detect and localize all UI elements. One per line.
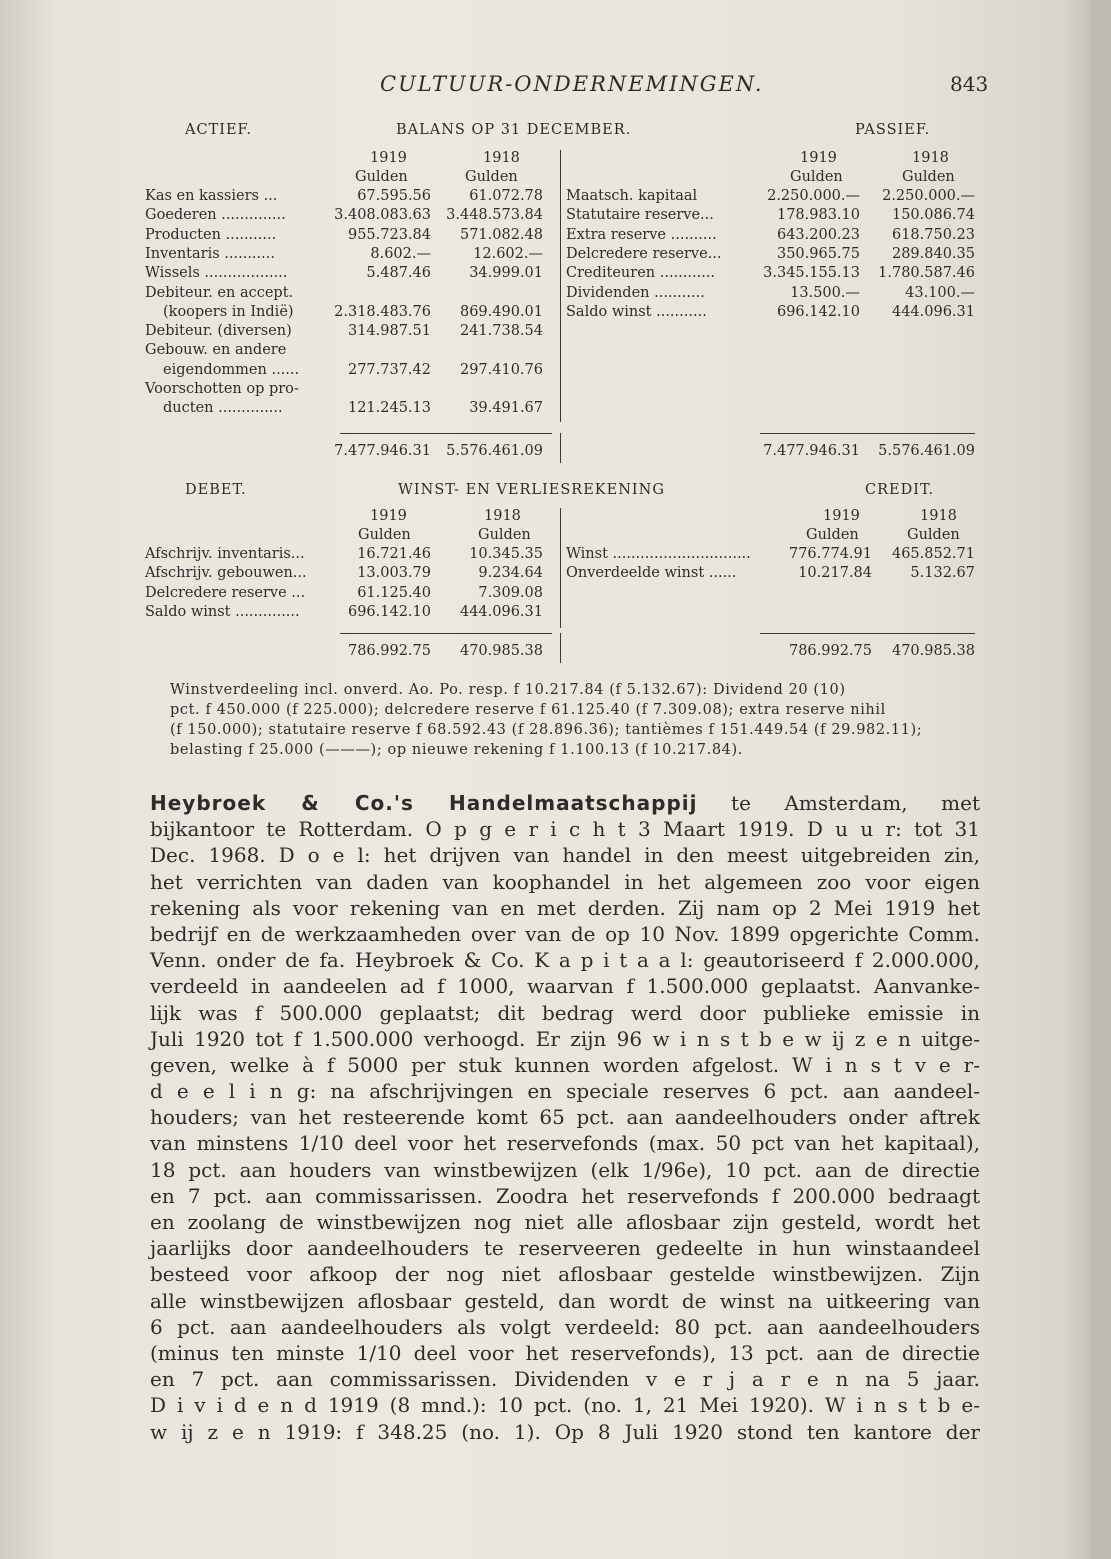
note-line: Winstverdeeling incl. onverd. Ao. Po. resp. f 10.217.84 (f 5.132.67): Dividend 20 (10) xyxy=(170,682,846,698)
assets-currency-1918: Gulden xyxy=(465,169,518,185)
row-label: ducten .............. xyxy=(163,400,283,417)
row-value-1919: 178.983.10 xyxy=(776,207,860,224)
row-value-1918: 39.491.67 xyxy=(469,400,543,417)
row-value-1918: 869.490.01 xyxy=(459,303,543,320)
debet-total-1918: 470.985.38 xyxy=(459,643,543,659)
credit-year-1918: 1918 xyxy=(920,508,957,524)
body-line: verdeeld in aandeelen ad f 1000, waarvan f 1.500.000 geplaatst. Aanvanke- xyxy=(150,974,980,999)
row-value-1919: 121.245.13 xyxy=(347,400,431,417)
row-value-1918: 12.602.— xyxy=(473,245,543,262)
row-value-1918: 9.234.64 xyxy=(478,565,543,582)
passief-label: PASSIEF. xyxy=(855,122,931,138)
body-line: en zoolang de winstbewijzen nog niet alle aflosbaar zijn gesteld, wordt het xyxy=(150,1210,980,1234)
pl-divider xyxy=(560,508,561,628)
row-label: Statutaire reserve... xyxy=(566,207,714,224)
debet-total-rule xyxy=(340,633,552,634)
body-line: alle winstbewijzen aflosbaar gesteld, dan wordt de winst na uitkeering van xyxy=(150,1288,980,1313)
balance-divider-total xyxy=(560,433,561,463)
assets-year-1918: 1918 xyxy=(483,150,520,166)
row-label: Debiteur. en accept. xyxy=(145,284,294,301)
row-value-1918: 444.096.31 xyxy=(459,603,543,620)
liab-year-1918: 1918 xyxy=(912,150,949,166)
credit-total-1919: 786.992.75 xyxy=(788,643,872,659)
body-line-first-rest: te Amsterdam, met xyxy=(731,791,980,815)
debet-year-1918: 1918 xyxy=(484,508,521,524)
row-label: Producten ........... xyxy=(145,226,277,243)
row-value-1919: 8.602.— xyxy=(370,245,431,262)
row-value-1918: 297.410.76 xyxy=(459,361,543,378)
debet-label: DEBET. xyxy=(185,482,247,498)
row-value-1918: 2.250.000.— xyxy=(882,188,975,204)
row-value-1919: 16.721.46 xyxy=(357,546,431,562)
body-line: houders; van het resteerende komt 65 pct. aan aandeelhouders onder aftrek xyxy=(150,1105,980,1130)
row-label: Wissels .................. xyxy=(145,265,288,282)
body-line: van minstens 1/10 deel voor het reservefonds (max. 50 pct van het kapitaal), xyxy=(150,1131,980,1156)
row-value-1919: 2.250.000.— xyxy=(767,188,860,204)
pl-title: WINST- EN VERLIESREKENING xyxy=(398,482,665,498)
body-line: het verrichten van daden van koophandel in het algemeen zoo voor eigen xyxy=(150,869,980,894)
body-line: d e e l i n g: na afschrijvingen en speciale reserves 6 pct. aan aandeel- xyxy=(150,1079,980,1104)
credit-currency-1919: Gulden xyxy=(806,527,859,543)
credit-total-1918: 470.985.38 xyxy=(891,643,975,659)
liab-total-1918: 5.576.461.09 xyxy=(878,443,975,459)
row-label: Crediteuren ............ xyxy=(566,265,716,282)
credit-label: CREDIT. xyxy=(865,482,935,498)
credit-year-1919: 1919 xyxy=(823,508,860,524)
debet-total-1919: 786.992.75 xyxy=(347,643,431,659)
body-line: Juli 1920 tot f 1.500.000 verhoogd. Er zijn 96 w i n s t b e w ij z e n uitge- xyxy=(150,1026,980,1051)
row-value-1918: 289.840.35 xyxy=(891,245,975,262)
row-value-1918: 10.345.35 xyxy=(469,546,543,562)
row-label: Saldo winst .............. xyxy=(145,603,300,620)
body-line: Dec. 1968. D o e l: het drijven van handel in den meest uitgebreiden zin, xyxy=(150,843,980,868)
row-value-1918: 7.309.08 xyxy=(478,584,543,601)
assets-total-rule xyxy=(340,433,552,434)
body-line: en 7 pct. aan commissarissen. Zoodra het reservefonds f 200.000 bedraagt xyxy=(150,1183,980,1208)
body-line: lijk was f 500.000 geplaatst; dit bedrag werd door publieke emissie in xyxy=(150,1000,980,1025)
body-line: bedrijf en de werkzaamheden over van de op 10 Nov. 1899 opgerichte Comm. xyxy=(150,921,980,946)
row-value-1918: 5.132.67 xyxy=(910,565,975,582)
row-value-1918: 444.096.31 xyxy=(891,303,975,320)
balans-title: BALANS OP 31 DECEMBER. xyxy=(396,122,632,138)
row-label: Onverdeelde winst ...... xyxy=(566,565,737,582)
row-value-1918: 571.082.48 xyxy=(459,226,543,243)
debet-currency-1919: Gulden xyxy=(358,527,411,543)
row-label: (koopers in Indië) xyxy=(163,303,294,320)
row-label: Delcredere reserve... xyxy=(566,245,722,262)
row-label: Saldo winst ........... xyxy=(566,303,707,320)
row-value-1918: 3.448.573.84 xyxy=(446,207,543,224)
row-value-1919: 277.737.42 xyxy=(347,361,431,378)
note-line: pct. f 450.000 (f 225.000); delcredere reserve f 61.125.40 (f 7.309.08); extra reserve nihil xyxy=(170,702,886,718)
body-line: (minus ten minste 1/10 deel voor het reservefonds), 13 pct. aan de directie xyxy=(150,1340,980,1365)
page-number: 843 xyxy=(950,72,989,96)
row-value-1919: 10.217.84 xyxy=(798,565,872,582)
row-label: Winst .............................. xyxy=(566,546,751,562)
company-name: Heybroek & Co.'s Handelmaatschappij xyxy=(150,791,698,815)
row-value-1919: 643.200.23 xyxy=(776,226,860,243)
note-line: belasting f 25.000 (———); op nieuwe rekening f 1.100.13 (f 10.217.84). xyxy=(170,742,743,758)
note-line: (f 150.000); statutaire reserve f 68.592.43 (f 28.896.36); tantièmes f 151.449.54 (f 29.982.11); xyxy=(170,722,923,738)
row-value-1919: 61.125.40 xyxy=(357,584,431,601)
row-value-1919: 350.965.75 xyxy=(776,245,860,262)
row-label: Gebouw. en andere xyxy=(145,342,287,359)
row-value-1919: 2.318.483.76 xyxy=(334,303,431,320)
row-label: Debiteur. (diversen) xyxy=(145,323,292,340)
row-value-1918: 618.750.23 xyxy=(891,226,975,243)
row-label: Delcredere reserve ... xyxy=(145,584,306,601)
row-value-1919: 67.595.56 xyxy=(357,188,431,204)
row-label: Inventaris ........... xyxy=(145,245,275,262)
liab-year-1919: 1919 xyxy=(800,150,837,166)
liab-total-rule xyxy=(760,433,975,434)
body-line: 6 pct. aan aandeelhouders als volgt verdeeld: 80 pct. aan aandeelhouders xyxy=(150,1314,980,1339)
row-label: Extra reserve .......... xyxy=(566,226,717,243)
row-value-1919: 696.142.10 xyxy=(347,603,431,620)
assets-currency-1919: Gulden xyxy=(355,169,408,185)
liab-total-1919: 7.477.946.31 xyxy=(763,443,860,459)
row-value-1919: 3.345.155.13 xyxy=(763,265,860,282)
row-value-1918: 465.852.71 xyxy=(891,546,975,562)
actief-label: ACTIEF. xyxy=(185,122,252,138)
row-value-1918: 1.780.587.46 xyxy=(878,265,975,282)
row-value-1918: 43.100.— xyxy=(905,284,975,301)
row-label: Maatsch. kapitaal xyxy=(566,188,698,204)
row-label: Goederen .............. xyxy=(145,207,286,224)
row-label: Afschrijv. gebouwen... xyxy=(145,565,307,582)
credit-total-rule xyxy=(760,633,975,634)
row-label: eigendommen ...... xyxy=(163,361,300,378)
row-label: Kas en kassiers ... xyxy=(145,188,278,204)
assets-total-1919: 7.477.946.31 xyxy=(334,443,431,459)
row-label: Afschrijv. inventaris... xyxy=(145,546,305,562)
body-line: bijkantoor te Rotterdam. O p g e r i c h t 3 Maart 1919. D u u r: tot 31 xyxy=(150,817,980,842)
row-value-1919: 696.142.10 xyxy=(776,303,860,320)
row-label: Voorschotten op pro- xyxy=(145,381,299,397)
row-value-1919: 3.408.083.63 xyxy=(334,207,431,224)
row-value-1918: 150.086.74 xyxy=(891,207,975,224)
credit-currency-1918: Gulden xyxy=(907,527,960,543)
body-line-first xyxy=(150,790,980,816)
page-edge xyxy=(1090,0,1111,1559)
row-value-1919: 955.723.84 xyxy=(347,226,431,243)
row-value-1919: 314.987.51 xyxy=(347,323,431,340)
row-value-1918: 61.072.78 xyxy=(469,188,543,204)
body-line: jaarlijks door aandeelhouders te reserveeren gedeelte in hun winstaandeel xyxy=(150,1236,980,1261)
body-line: Venn. onder de fa. Heybroek & Co. K a p i t a a l: geautoriseerd f 2.000.000, xyxy=(150,948,980,973)
liab-currency-1918: Gulden xyxy=(902,169,955,185)
body-line: geven, welke à f 5000 per stuk kunnen worden afgelost. W i n s t v e r- xyxy=(150,1052,980,1077)
body-line: en 7 pct. aan commissarissen. Dividenden v e r j a r e n na 5 jaar. xyxy=(150,1367,980,1392)
debet-currency-1918: Gulden xyxy=(478,527,531,543)
row-value-1919: 13.500.— xyxy=(790,284,860,301)
company-description xyxy=(150,790,980,1445)
body-line: D i v i d e n d 1919 (8 mnd.): 10 pct. (no. 1, 21 Mei 1920). W i n s t b e- xyxy=(150,1393,980,1418)
body-line: rekening als voor rekening van en met derden. Zij nam op 2 Mei 1919 het xyxy=(150,895,980,920)
debet-year-1919: 1919 xyxy=(370,508,407,524)
assets-year-1919: 1919 xyxy=(370,150,407,166)
row-label: Dividenden ........... xyxy=(566,284,705,301)
assets-total-1918: 5.576.461.09 xyxy=(446,443,543,459)
pl-divider-total xyxy=(560,633,561,663)
body-line: besteed voor afkoop der nog niet aflosbaar gestelde winstbewijzen. Zijn xyxy=(150,1262,980,1287)
balance-divider xyxy=(560,150,561,422)
liab-currency-1919: Gulden xyxy=(790,169,843,185)
running-header-title: CULTUUR-ONDERNEMINGEN. xyxy=(380,72,764,96)
row-value-1919: 13.003.79 xyxy=(357,565,431,582)
row-value-1918: 241.738.54 xyxy=(459,323,543,340)
row-value-1919: 776.774.91 xyxy=(788,546,872,562)
row-value-1919: 5.487.46 xyxy=(366,265,431,282)
body-line: 18 pct. aan houders van winstbewijzen (elk 1/96e), 10 pct. aan de directie xyxy=(150,1157,980,1182)
row-value-1918: 34.999.01 xyxy=(469,265,543,282)
body-line: w ij z e n 1919: f 348.25 (no. 1). Op 8 Juli 1920 stond ten kantore der xyxy=(150,1419,980,1444)
